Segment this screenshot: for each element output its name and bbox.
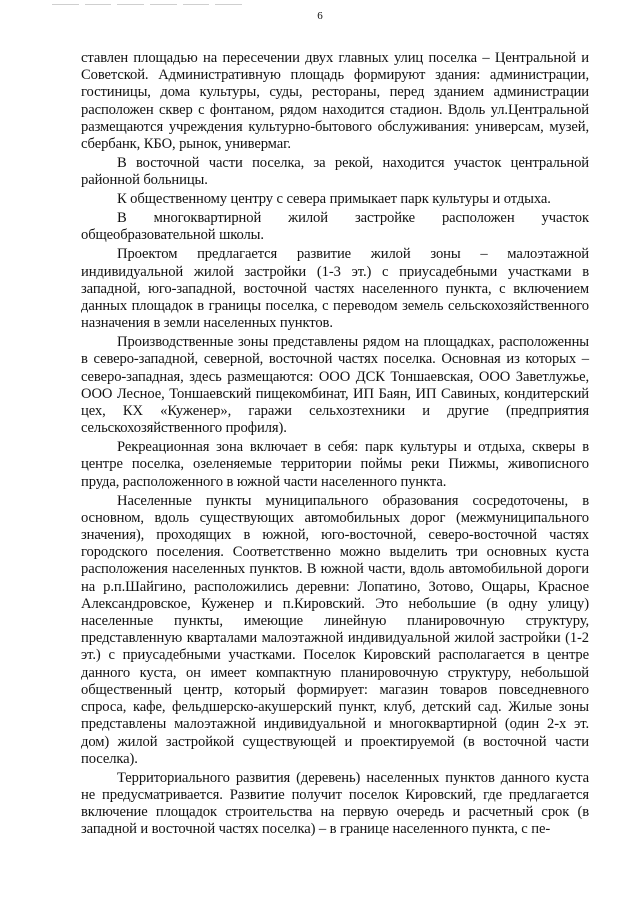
paragraph-9: Территориального развития (деревень) населенных пунктов данного куста не предусматривается. Развитие получит поселок Кировский, где предлагается включение площадок строительства на первую очередь и расчетный срок (в западной и восточной частях поселка) – в границе населенного пункта, с пе- [81,769,589,838]
paragraph-6: Производственные зоны представлены рядом на площадках, расположенны в северо-западной, северной, восточной частях поселка. Основная из которых – северо-западная, здесь размещаются: ООО ДСК Тоншаевская, ООО Заветлужье, ООО Лесное, Тоншаевский пищекомбинат, ИП Баян, ИП Савиных, кондитерский цех, КХ «Куженер», гаражи сельхозтехники и другие (предприятия сельскохозяйственного профиля). [81,334,589,437]
scan-header-marks [52,4,242,6]
paragraph-8: Населенные пункты муниципального образования сосредоточены, в основном, вдоль существующих автомобильных дорог (межмуниципального значения), проходящих в южной, юго-восточной, северо-восточной частях городского поселения. Соответственно можно выделить три основных куста расположения населенных пунктов. В южной части, вдоль автомобильной дороги на р.п.Шайгино, расположились деревни: Лопатино, Зотово, Ощары, Красное Александровское, Куженер и п.Кировский. Это небольшие (в одну улицу) населенные пункты, имеющие линейную планировочную структуру, представленную кварталами малоэтажной индивидуальной жилой застройки (1-2 эт.) с приусадебными участками. Поселок Кировский располагается в центре данного куста, он имеет компактную планировочную структуру, небольшой общественный центр, который формирует: магазин товаров повседневного спроса, кафе, фельдшерско-акушерский пункт, клуб, детский сад. Жилые зоны представлены малоэтажной индивидуальной и многоквартирной (один 2-х эт. дом) жилой застройкой существующей и проектируемой (в восточной части поселка). [81,492,589,767]
body-text [81,50,589,840]
paragraph-1: ставлен площадью на пересечении двух главных улиц поселка – Центральной и Советской. Административную площадь формируют здания: администрации, гостиницы, дома культуры, суды, рестораны, перед зданием администрации расположен сквер с фонтаном, рядом находится стадион. Вдоль ул.Центральной размещаются учреждения культурно-бытового обслуживания: универсам, музей, сбербанк, КБО, рынок, универмаг. [81,50,589,153]
paragraph-4: В многоквартирной жилой застройке расположен участок общеобразовательной школы. [81,210,589,244]
paragraph-5: Проектом предлагается развитие жилой зоны – малоэтажной индивидуальной жилой застройки (1-3 эт.) с приусадебными участками в западной, юго-западной, восточной частях населенного пункта, с включением данных площадок в границы поселка, с переводом земель сельскохозяйственного назначения в земли населенных пунктов. [81,246,589,332]
paragraph-3: К общественному центру с севера примыкает парк культуры и отдыха. [117,191,551,208]
page-number: 6 [317,10,323,22]
paragraph-7: Рекреационная зона включает в себя: парк культуры и отдыха, скверы в центре поселка, озеленяемые территории поймы реки Пижмы, живописного пруда, расположенного в южной части населенного пункта. [81,439,589,490]
paragraph-2: В восточной части поселка, за рекой, находится участок центральной районной больницы. [81,155,589,189]
